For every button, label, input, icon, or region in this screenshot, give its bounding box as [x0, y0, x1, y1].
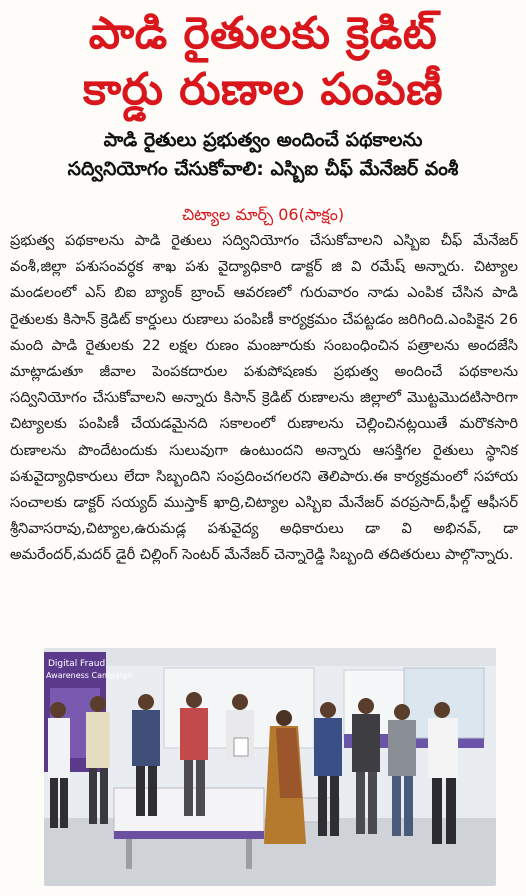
headline [8, 6, 518, 118]
news-photo [44, 648, 496, 886]
subheadline-line-1: పాడి రైతులు ప్రభుత్వం అందించే పథకాలను [103, 129, 423, 151]
subheadline [10, 126, 516, 184]
banner-text-2: Awareness Campaign [46, 671, 133, 680]
article-paragraph: ప్రభుత్వ పథకాలను పాడి రైతులు సద్వినియోగం చేసుకోవాలని ఎస్బిఐ చీఫ్ మేనేజర్ వంశీ,జిల్లా పశుసంవర్ధక శాఖ పశు వైద్యాధికారి డాక్టర్ జి వి రమేష్ అన్నారు. చిట్యాల మండలంలో ఎస్ బిఐ బ్యాంక్ బ్రాంచ్ ఆవరణలో గురువారం నాడు ఎంపిక చేసిన పాడి రైతులకు కిసాన్ క్రెడిట్ కార్డులు రుణాలు పంపిణీ కార్యక్రమం చేపట్టడం జరిగింది.ఎంపికైన 26 మంది పాడి రైతులకు 22 లక్షల రుణం మంజూరుకు సంబంధించిన పత్రాలను అందజేసి మాట్లాడుతూ జీవాల పెంపకదారుల పశుపోషణకు ప్రభుత్వ అందించే పథకాలను సద్వినియోగం చేసుకోవాలని అన్నారు కిసాన్ క్రెడిట్ రుణాలను జిల్లాలో మొట్టమొదటిసారిగా చిట్యాలకు పంపిణీ చేయడమైనది సకాలంలో రుణాలను చెల్లించినట్లయితే మరొకసారి రుణాలను పొందేటందుకు సులువుగా ఉంటుందని అన్నారు ఆసక్తిగల రైతులు స్థానిక పశువైద్యాధికారులు లేదా సిబ్బందిని సంప్రదించగలరని తెలిపారు.ఈ కార్యక్రమంలో సహాయ సంచాలకు డాక్టర్ సయ్యద్ ముస్తాక్ ఖాద్రి,చిట్యాల ఎస్బిఐ మేనేజర్ వరప్రసాద్,ఫీల్డ్ ఆఫీసర్ శ్రీనివాసరావు,చిట్యాల,ఉరుమడ్ల పశువైద్య అధికారులు డా వి అభినవ్, డా అమరేందర్,మదర్ డైరీ చిల్లింగ్ సెంటర్ మేనేజర్ చెన్నారెడ్డి సిబ్బంది తదితరులు పాల్గొన్నారు. [10, 232, 518, 564]
headline-line-2: కార్డు రుణాల పంపిణీ [82, 64, 444, 115]
article-body [10, 228, 518, 569]
banner-text-1: Digital Fraud [48, 659, 106, 669]
dateline: చిట్యాల మార్చ్ 06(సాక్షం) [181, 205, 345, 224]
subheadline-line-2: సద్వినియోగం చేసుకోవాలి: ఎస్బిఐ చీఫ్ మేనేజర్ వంశీ [67, 158, 459, 180]
headline-line-1: పాడి రైతులకు క్రెడిట్ [88, 8, 438, 59]
photo-illustration [44, 648, 496, 886]
